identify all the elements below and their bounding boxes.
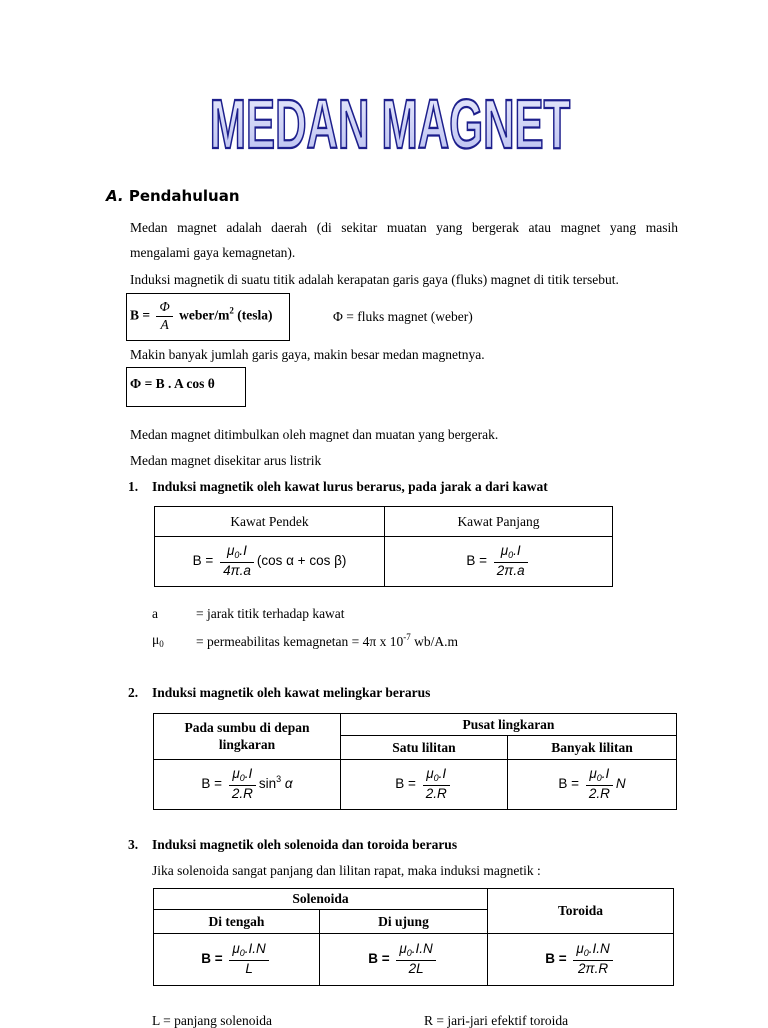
paragraph-3: Makin banyak jumlah garis gaya, makin besar medan magnetnya. [130, 347, 485, 362]
denominator: A [160, 316, 169, 332]
legend-mu-symbol: $\mu_0$ [152, 632, 164, 649]
header-middle: Di tengah [154, 910, 320, 934]
formula-box-flux [126, 367, 246, 407]
formula-tail: (cos α + cos β) [256, 553, 347, 569]
formula-tail: sin [258, 776, 277, 792]
item-1-number: 1. [128, 479, 139, 494]
table-solenoid-toroid [153, 888, 674, 986]
footnote-toroid-radius: R = jari-jari efektif toroida [424, 1013, 569, 1028]
fraction [220, 544, 254, 579]
numerator: $\mu_0.I.N$ [229, 942, 268, 961]
header-toroid: Toroida [488, 889, 674, 934]
numerator: $\mu_0.I$ [586, 767, 613, 786]
section-title: Pendahuluan [128, 187, 240, 205]
header-axis [154, 714, 341, 760]
item-2-number: 2. [128, 685, 139, 700]
flux-formula: Φ = B . A cos θ [130, 376, 215, 391]
denominator: 2π.R [578, 961, 609, 977]
numerator: $\mu_0.I$ [423, 767, 450, 786]
formula-toroid [488, 934, 674, 986]
formula-lhs: B = [395, 776, 416, 792]
numerator: $\mu_0.I$ [220, 544, 254, 563]
formula-angle: α [284, 776, 293, 792]
numerator: $\mu_0.I$ [494, 544, 528, 563]
numerator: $\mu_0.I$ [229, 767, 256, 786]
formula-exponent: 3 [276, 774, 282, 785]
formula-lhs: B = [201, 951, 223, 967]
formula-lhs: B = [201, 776, 223, 792]
header-end: Di ujung [320, 910, 488, 934]
fraction [229, 767, 256, 802]
formula-lhs: B = [368, 951, 390, 967]
header-many-turns: Banyak lilitan [508, 736, 677, 760]
denominator: L [245, 961, 253, 977]
legend-a-symbol: a [152, 606, 158, 621]
phi-note: Φ = fluks magnet (weber) [333, 309, 473, 324]
legend-mu-exponent: -7 [403, 632, 411, 642]
unit-exponent: 2 [229, 305, 234, 316]
numerator: $\mu_0.I.N$ [573, 942, 612, 961]
formula-lhs: B = [558, 776, 580, 792]
fraction [156, 300, 172, 333]
denominator: 2.R [231, 786, 253, 802]
denominator: 2.R [425, 786, 447, 802]
item-3-text: Induksi magnetik oleh solenoida dan toroida berarus [152, 837, 458, 852]
formula-solenoid-end [320, 934, 488, 986]
header-center: Pusat lingkaran [341, 714, 677, 736]
fraction [396, 942, 435, 977]
section-letter: A. [106, 187, 124, 205]
section-heading [106, 187, 240, 205]
fraction [229, 942, 268, 977]
formula-many-turns [508, 760, 677, 810]
formula-lhs: B = [130, 307, 151, 323]
fraction [423, 767, 450, 802]
unit-tail: (tesla) [237, 307, 273, 323]
table-straight-wire [154, 506, 613, 587]
page-title [0, 80, 768, 160]
denominator: 2π.a [496, 563, 525, 579]
unit: weber/m [179, 307, 230, 323]
denominator: 2.R [588, 786, 610, 802]
formula-tail: N [615, 776, 626, 792]
fraction [573, 942, 612, 977]
formula-single-turn [341, 760, 508, 810]
fraction [494, 544, 528, 579]
formula-short-wire [155, 537, 385, 587]
header-axis-line2: lingkaran [218, 736, 276, 752]
legend-mu-text: = permeabilitas kemagnetan = 4π x 10 [196, 634, 404, 649]
denominator: 4π.a [223, 563, 251, 579]
formula-axis [154, 760, 341, 810]
legend-a-description: = jarak titik terhadap kawat [196, 606, 345, 621]
item-2-text: Induksi magnetik oleh kawat melingkar berarus [152, 685, 431, 700]
header-short-wire: Kawat Pendek [155, 507, 385, 537]
fraction [586, 767, 613, 802]
paragraph-1b: mengalami gaya kemagnetan). [130, 245, 296, 260]
numerator: Φ [156, 300, 172, 317]
title-wordart [0, 80, 768, 160]
footnote-solenoid-length: L = panjang solenoida [152, 1013, 272, 1028]
formula-solenoid-middle [154, 934, 320, 986]
item-3-number: 3. [128, 837, 139, 852]
formula-lhs: B = [466, 553, 488, 569]
legend-mu-description [196, 633, 458, 649]
formula-lhs: B = [192, 553, 214, 569]
paragraph-5: Medan magnet disekitar arus listrik [130, 453, 322, 468]
title-text: MEDAN MAGNET [209, 87, 571, 160]
header-solenoid: Solenoida [154, 889, 488, 910]
header-long-wire: Kawat Panjang [385, 507, 613, 537]
numerator: $\mu_0.I.N$ [396, 942, 435, 961]
paragraph-1: Medan magnet adalah daerah (di sekitar muatan yang bergerak atau magnet yang masih [130, 220, 678, 235]
formula-lhs: B = [545, 951, 567, 967]
denominator: 2L [408, 961, 424, 977]
formula-box-flux-density [126, 293, 290, 341]
header-single-turn: Satu lilitan [341, 736, 508, 760]
paragraph-2: Induksi magnetik di suatu titik adalah kerapatan garis gaya (fluks) magnet di titik tersebut. [130, 272, 619, 287]
table-circular-wire [153, 713, 677, 810]
formula-long-wire [385, 537, 613, 587]
paragraph-6: Jika solenoida sangat panjang dan lilitan rapat, maka induksi magnetik : [152, 863, 541, 878]
item-1-text: Induksi magnetik oleh kawat lurus berarus, pada jarak a dari kawat [152, 479, 548, 494]
header-axis-line1: Pada sumbu di depan [184, 720, 310, 736]
legend-mu-unit: wb/A.m [410, 634, 458, 649]
paragraph-4: Medan magnet ditimbulkan oleh magnet dan muatan yang bergerak. [130, 427, 499, 442]
